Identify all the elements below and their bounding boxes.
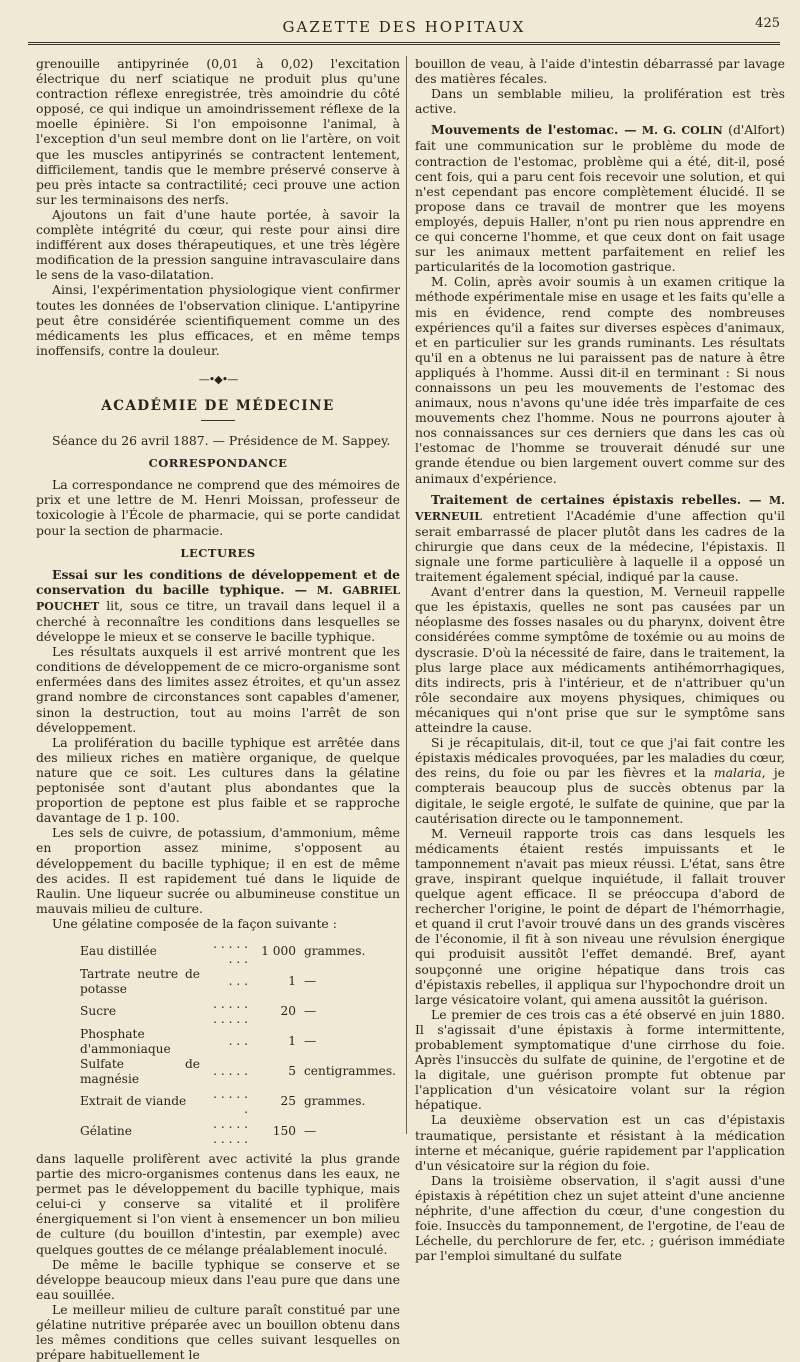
paragraph: M. Colin, après avoir soumis à un examen critique la méthode expérimentale mise en usage et les faits qu'elle a mis en évidence, rend compte des nombreuses expériences qu'il a faites sur diverses espèces d'animaux, et en particulier sur les grands ruminants. Les résultats qu'il en a obtenus ne lui paraissent pas de nature à être appliqués à l'homme. Aussi dit-il en terminant : Si nous connaissons un peu les mouvements de l'estomac des animaux, nous n'avons qu'une idée très imparfaite de ces mouvements chez l'homme. Nous ne pourrons ajouter à nos connaissances sur ces derniers que dans les cas où l'estomac de l'homme se trouverait dénudé sur une grande étendue ou bien largement ouvert comme sur des animaux d'expérience. <box>415 274 785 486</box>
recipe-row <box>76 1027 400 1057</box>
article-title: Essai sur les conditions de développement et de conservation du bacille typhique. — <box>36 566 400 597</box>
recipe-quantity: 5 <box>288 1064 296 1079</box>
recipe-item: Phosphate d'ammoniaque <box>80 1026 171 1056</box>
recipe-row <box>76 1117 400 1147</box>
recipe-row <box>76 967 400 997</box>
ornament-divider: —•◆•— <box>198 372 238 386</box>
paragraph: Si je récapitulais, dit-il, tout ce que j'ai fait contre les épistaxis médicales provoquées, par les maladies du cœur, des reins, du foie ou par les fièvres et la malaria, je compterais beaucoup plus de succès obtenus par la digitale, le seigle ergoté, le sulfate de quinine, que par la cautérisation directe ou le tamponnement. <box>415 735 785 826</box>
paragraph: grenouille antipyrinée (0,01 à 0,02) l'excitation électrique du nerf sciatique ne produit plus qu'une contraction réflexe enregistrée, très amoindrie du côté opposé, ce qui indique un amoindrissement réflexe de la moelle épinière. Si l'on empoisonne l'animal, à l'exception d'un seul membre dont on lie l'artère, on voit que les muscles antipyrinés se contractent lentement, difficilement, tandis que le membre préservé conserve à peu près intacte sa contractilité; ceci prouve une action sur les terminaisons des nerfs. <box>36 56 400 207</box>
article-author: M. GABRIEL POUCHET <box>36 583 401 613</box>
article-title: Traitement de certaines épistaxis rebelles. — <box>431 491 762 507</box>
article-lead <box>36 567 400 644</box>
recipe-unit: — <box>303 1004 317 1019</box>
session-line: Séance du 26 avril 1887. — Présidence de M. Sappey. <box>52 433 391 449</box>
recipe-quantity: 150 <box>272 1124 296 1139</box>
article-title: Mouvements de l'estomac. — <box>431 122 637 138</box>
paragraph: Dans la troisième observation, il s'agit aussi d'une épistaxis à répétition chez un sujet atteint d'une ancienne néphrite, d'une affection du cœur, d'une congestion du foie. Insuccès du tamponnement, de l'ergotine, de l'eau de Léchelle, du perchlorure de fer, etc. ; guérison immédiate par l'emploi simultané du sulfate <box>415 1172 785 1264</box>
short-rule <box>201 420 235 421</box>
article-lead <box>415 492 785 585</box>
recipe-item: Sucre <box>80 1004 117 1019</box>
paragraph: M. Verneuil rapporte trois cas dans lesquels les médicaments étaient restés impuissants et le tamponnement n'avait pas mieux réussi. L'état, sans être grave, inspirant quelque inquiétude, il fallait trouver quelque agent efficace. Il se préoccupa d'abord de rechercher l'origine, le point de départ de l'hémorrhagie, et quand il crut l'avoir trouvé dans un des grands viscères de l'économie, il fit à son niveau une révulsion énergique qui produisit aussitôt l'effet demandé. Bref, ayant soupçonné une origine hépatique dans trois cas d'épistaxis rebelles, il appliqua sur l'hypochondre droit un large vésicatoire volant, qui amena aussitôt la guérison. <box>415 825 785 1007</box>
article-author: M. VERNEUIL <box>415 493 785 523</box>
recipe-leader: . . . . . <box>213 1064 248 1079</box>
recipe-item: Gélatine <box>80 1124 132 1139</box>
recipe-unit: grammes. <box>303 1094 366 1109</box>
recipe-row <box>76 937 400 967</box>
article-lead <box>415 122 785 274</box>
subsection-heading: CORRESPONDANCE <box>148 456 288 471</box>
recipe-leader: . . . <box>228 974 248 989</box>
recipe-unit: — <box>303 1034 317 1049</box>
right-column <box>415 56 785 1264</box>
recipe-item: Extrait de viande <box>80 1094 187 1109</box>
paragraph: De même le bacille typhique se conserve et se développe beaucoup mieux dans l'eau pure que dans une eau souillée. <box>36 1256 400 1302</box>
paragraph: Ainsi, l'expérimentation physiologique vient confirmer toutes les données de l'observation clinique. L'antipyrine peut être considérée scientifiquement comme un des médicaments les plus efficaces, et en même temps inoffensifs, contre la douleur. <box>36 282 400 358</box>
recipe-item: Sulfate de magnésie <box>80 1056 200 1086</box>
subsection-heading: LECTURES <box>180 545 256 560</box>
article-text: entretient l'Académie d'une affection qu'il serait embarrassé de placer plutôt dans les cadres de la chirurgie que dans ceux de la médecine, l'épistaxis. Il signale une forme particulière à laquelle il a opposé un traitement également spécial, indiqué par la cause. <box>415 507 785 585</box>
paragraph: La prolifération du bacille typhique est arrêtée dans des milieux riches en matière organique, de quelque nature que ce soit. Les cultures dans la gélatine peptonisée sont d'autant plus abondantes que la proportion de peptone est plus faible et se rapproche davantage de 1 p. 100. <box>36 734 400 826</box>
paragraph: bouillon de veau, à l'aide d'intestin débarrassé par lavage des matières fécales. <box>415 56 785 87</box>
recipe-item: Tartrate neutre de potasse <box>80 966 200 996</box>
recipe-unit: grammes. <box>303 944 366 959</box>
recipe-unit: centigrammes. <box>303 1064 396 1079</box>
recipe-row <box>76 1087 400 1117</box>
page-number: 425 <box>755 16 780 31</box>
article-author: M. G. COLIN <box>641 124 723 138</box>
paragraph: Le meilleur milieu de culture paraît constitué par une gélatine nutritive préparée avec un bouillon obtenu dans les mêmes conditions que celles suivant lesquelles on prépare habituellement le <box>36 1301 400 1362</box>
recipe-leader: . . . <box>228 1034 248 1049</box>
paragraph: Dans un semblable milieu, la prolifération est très active. <box>415 86 785 117</box>
paragraph: La correspondance ne comprend que des mémoires de prix et une lettre de M. Henri Moissan, professeur de toxicologie à l'École de pharmacie, qui se porte candidat pour la section de pharmacie. <box>36 477 400 538</box>
recipe-item: Eau distillée <box>80 944 157 959</box>
recipe-leader: . . . . . . . . <box>213 936 248 966</box>
column-divider <box>406 56 407 1134</box>
recipe-row <box>76 997 400 1027</box>
paragraph: Une gélatine composée de la façon suivante : <box>52 915 337 931</box>
recipe-quantity: 20 <box>280 1004 296 1019</box>
recipe-unit: — <box>303 974 317 989</box>
page-header <box>28 14 780 45</box>
section-title: ACADÉMIE DE MÉDECINE <box>101 397 335 414</box>
recipe-quantity: 1 <box>288 1034 296 1049</box>
recipe-row <box>76 1057 400 1087</box>
left-column <box>36 56 401 1362</box>
recipe-leader: . . . . . . . . . . <box>213 1116 248 1146</box>
paragraph: Ajoutons un fait d'une haute portée, à savoir la complète intégrité du cœur, qui reste pour ainsi dire indifférent aux doses thérapeutiques, et une très légère modification de la pression sanguine intravasculaire dans le sens de la vaso-dilatation. <box>36 206 400 283</box>
article-text: lit, sous ce titre, un travail dans lequel il a cherché à reconnaître les conditions dans lesquelles se développe le mieux et se conserve le bacille typhique. <box>36 597 400 645</box>
recipe-unit: — <box>303 1124 317 1139</box>
recipe-quantity: 1 <box>288 974 296 989</box>
paragraph: Les sels de cuivre, de potassium, d'ammonium, même en proportion assez minime, s'opposent au développement du bacille typhique; il en est de même des acides. Il est rapidement tué dans le liquide de Raulin. Une liqueur sucrée ou albumineuse constitue un mauvais milieu de culture. <box>36 825 400 916</box>
paragraph: Les résultats auxquels il est arrivé montrent que les conditions de développement de ce micro-organisme sont enfermées dans des limites assez étroites, et qu'un assez grand nombre de circonstances sont capables d'amener, sinon la destruction, tout au moins l'arrêt de son développement. <box>36 644 400 735</box>
recipe-leader: . . . . . . . . . . <box>213 996 248 1026</box>
recipe-leader: . . . . . . <box>213 1086 248 1116</box>
paragraph: Avant d'entrer dans la question, M. Verneuil rappelle que les épistaxis, quelles ne sont pas causées par un néoplasme des fosses nasales ou du pharynx, doivent être considérées comme symptôme de toxémie ou au moins de dyscrasie. D'où la nécessité de faire, dans le traitement, la plus large place aux médicaments antihémorrhagiques, dits indirects, pris à l'intérieur, et de n'attribuer qu'un rôle secondaire aux moyens physiques, chimiques ou mécaniques qui n'ont prise que sur le symptôme sans atteindre la cause. <box>415 584 785 736</box>
journal-title: GAZETTE DES HOPITAUX <box>282 18 526 36</box>
paragraph: Le premier de ces trois cas a été observé en juin 1880. Il s'agissait d'une épistaxis à forme intermittente, probablement symptomatique d'une cirrhose du foie. Après l'insuccès du sulfate de quinine, de l'ergotine et de la digitale, une guérison prompte fut obtenue par l'application d'un vésicatoire volant sur la région hépatique. <box>415 1006 785 1113</box>
paragraph: La deuxième observation est un cas d'épistaxis traumatique, persistante et résistant à la médication interne et mécanique, guérie rapidement par l'application d'un vésicatoire sur la région du foie. <box>415 1112 785 1173</box>
article-text: (d'Alfort) fait une communication sur le problème du mode de contraction de l'estomac, problème qui a été, dit-il, posé cent fois, qui a paru cent fois recevoir une solution, et qui n'est cependant pas encore complètement élucidé. Il se propose dans ce travail de montrer que les moyens employés, depuis Haller, n'ont pu rien nous apprendre en ce qui concerne l'homme, et que ceux dont on fait usage sur les animaux mettent parfaitement en relief les particularités de la locomotion gastrique. <box>415 122 785 275</box>
paragraph: dans laquelle prolifèrent avec activité la plus grande partie des micro-organismes contenus dans les eaux, ne permet pas le développement du bacille typhique, mais celui-ci y conserve sa vitalité et il prolifère énergiquement si l'on vient à ensemencer un bon milieu de culture (du bouillon d'intestin, par exemple) avec quelques gouttes de ce mélange préalablement inoculé. <box>36 1150 400 1257</box>
recipe-quantity: 25 <box>280 1094 296 1109</box>
recipe-table <box>76 937 400 1147</box>
recipe-quantity: 1 000 <box>261 944 296 959</box>
italic-term: malaria <box>713 765 762 781</box>
